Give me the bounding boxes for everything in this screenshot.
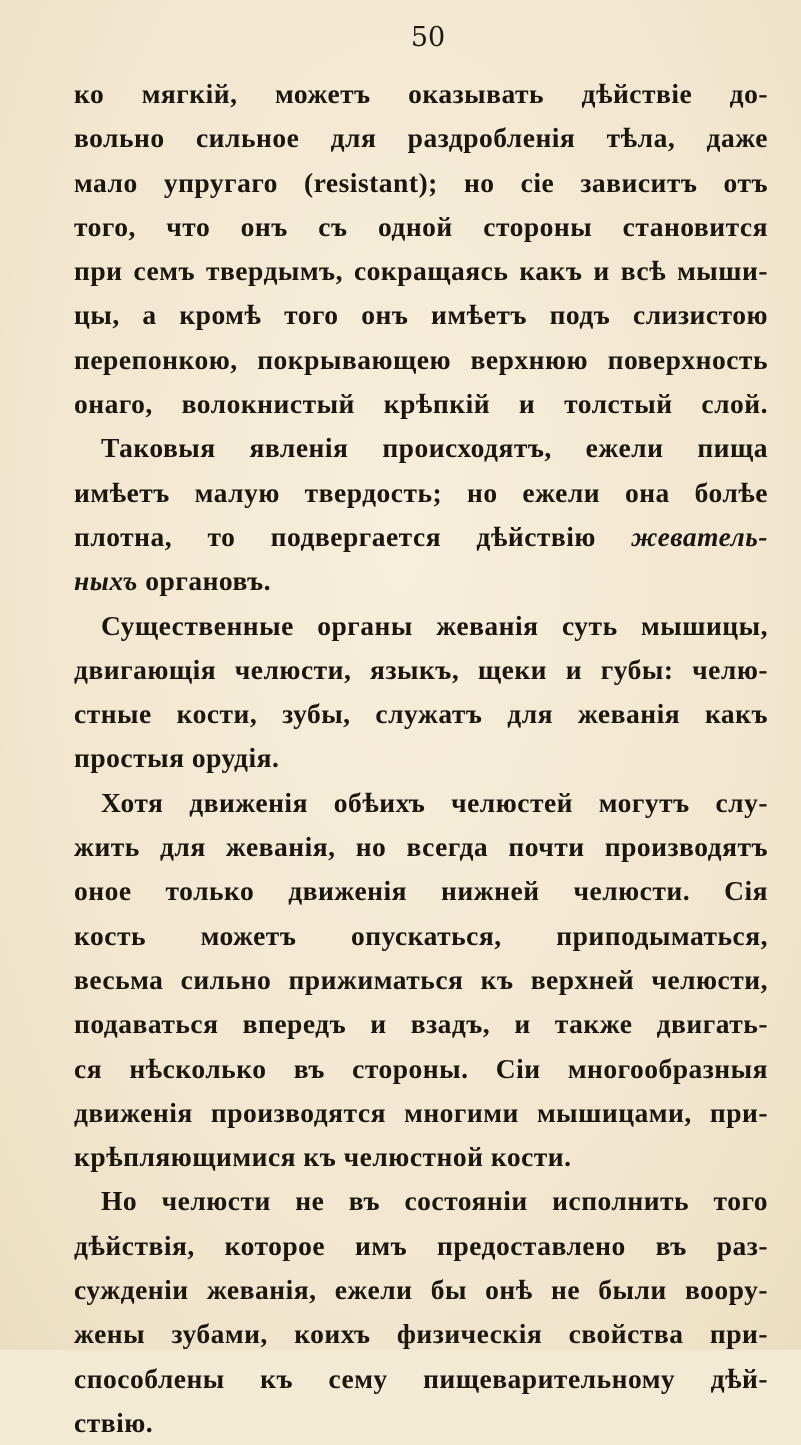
text-line: стные кости, зубы, служатъ для жеванія какъ	[74, 698, 768, 730]
text-line: сужденіи жеванія, ежели бы онѣ не были воору-	[74, 1274, 768, 1306]
text-segment: органовъ.	[145, 565, 272, 597]
text-line: двигающія челюсти, языкъ, щеки и губы: челю-	[74, 653, 768, 685]
text-line: имѣетъ малую твердость; но ежели она болѣе	[74, 476, 768, 508]
text-line: жить для жеванія, но всегда почти производятъ	[74, 831, 768, 863]
text-line: того, что онъ съ одной стороны становится	[74, 210, 768, 242]
text-line: весьма сильно прижиматься къ верхней челюсти,	[74, 963, 768, 995]
text-line: мало упругаго (resistant); но сіе зависитъ отъ	[74, 166, 768, 198]
text-line-with-italic	[74, 559, 768, 603]
text-line: способлены къ сему пищеварительному дѣй-	[74, 1362, 768, 1394]
text-line: простыя орудія.	[74, 742, 280, 774]
text-line: при семъ твердымъ, сокращаясь какъ и всѣ мыши-	[74, 255, 768, 287]
text-line: Таковыя явленія происходятъ, ежели пища	[101, 432, 768, 464]
text-line: крѣпляющимися къ челюстной кости.	[74, 1141, 572, 1173]
text-line: ся нѣсколько въ стороны. Сіи многообразныя	[74, 1052, 768, 1084]
text-line-with-italic	[74, 515, 768, 559]
text-line: жены зубами, коихъ физическія свойства при-	[74, 1318, 768, 1350]
body-text	[74, 72, 768, 1445]
text-line: Хотя движенія обѣихъ челюстей могутъ слу-	[101, 786, 768, 818]
text-segment: плотна, то подвергается дѣйствію	[74, 520, 596, 552]
text-line: вольно сильное для раздробленія тѣла, даже	[74, 122, 768, 154]
italic-term: ныхъ	[74, 565, 138, 597]
text-line: оное только движенія нижней челюсти. Сія	[74, 875, 768, 907]
text-line: перепонкою, покрывающею верхнюю поверхность	[74, 343, 768, 375]
text-line: Но челюсти не въ состояніи исполнить того	[101, 1185, 768, 1217]
text-line: подаваться впередъ и взадъ, и также двигать-	[74, 1008, 768, 1040]
text-line: кость можетъ опускаться, приподыматься,	[74, 919, 768, 951]
text-line: ко мягкій, можетъ оказывать дѣйствіе до-	[74, 78, 768, 109]
text-line: Существенные органы жеванія суть мышицы,	[101, 609, 768, 641]
italic-term: жеватель-	[631, 520, 769, 552]
text-line: движенія производятся многими мышицами, при-	[74, 1096, 768, 1128]
text-line: дѣйствія, которое имъ предоставлено въ раз-	[74, 1229, 768, 1261]
text-line: ствію.	[74, 1406, 154, 1438]
page-number: 50	[410, 22, 446, 53]
text-line: онаго, волокнистый крѣпкій и толстый слой.	[74, 388, 768, 420]
text-line: цы, а кромѣ того онъ имѣетъ подъ слизистою	[74, 299, 768, 331]
